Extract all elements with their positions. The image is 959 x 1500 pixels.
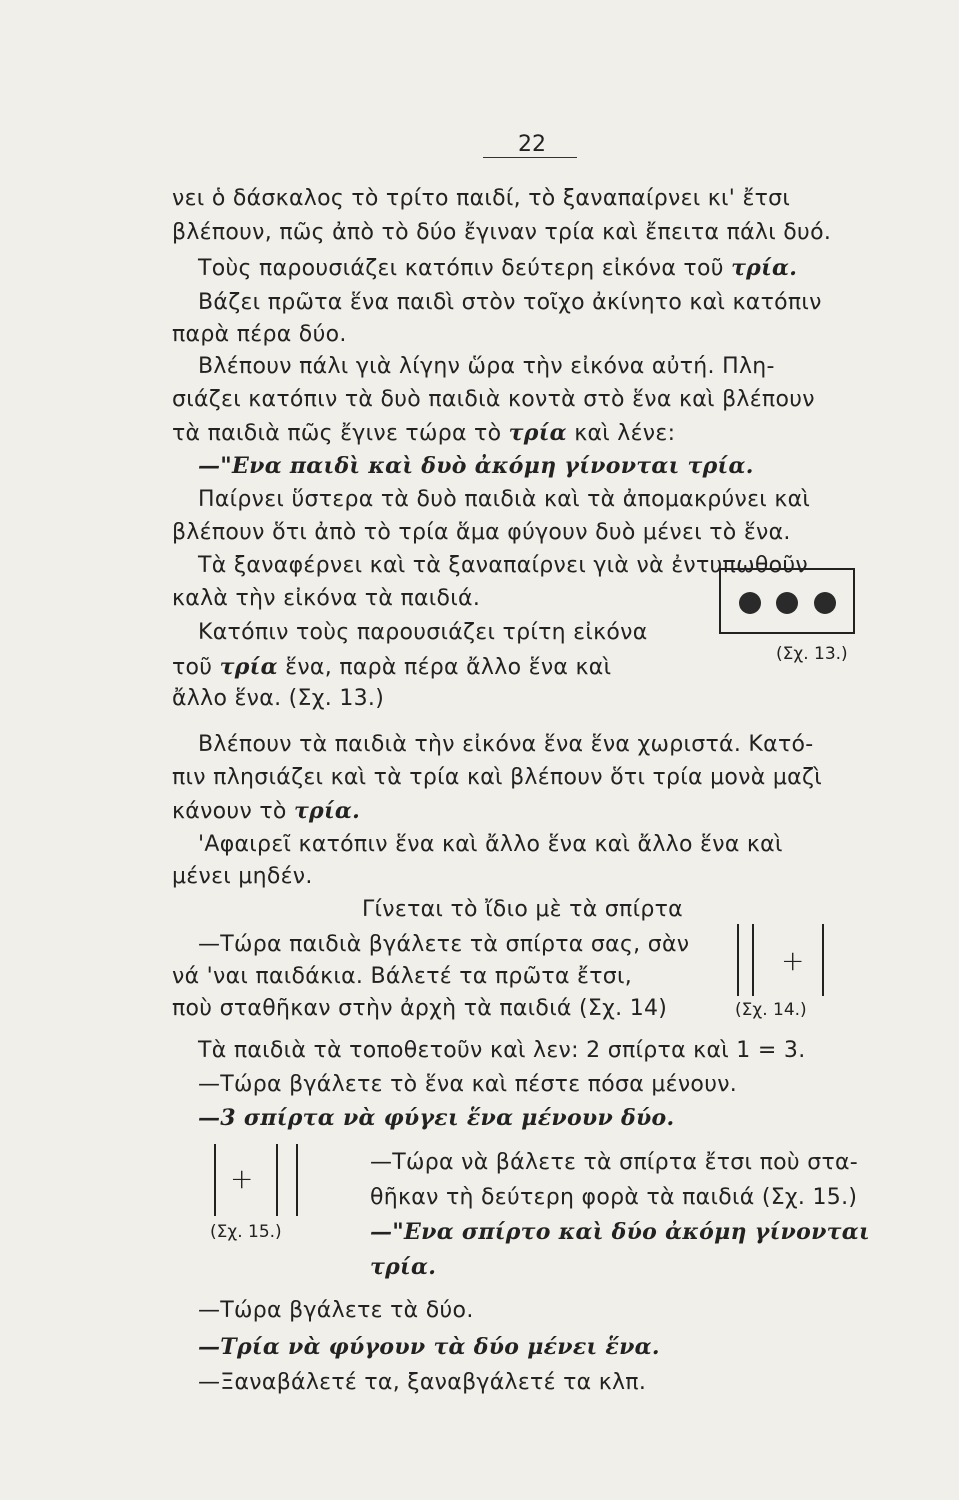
page-number-rule (483, 157, 577, 158)
dot-1 (739, 592, 761, 614)
text-line-emphasis: —Τρία νὰ φύγουν τὰ δύο μένει ἕνα. (198, 1334, 660, 1360)
figure-14-caption: (Σχ. 14.) (735, 1000, 807, 1020)
text-line: μένει μηδέν. (172, 864, 313, 889)
text-line (198, 255, 797, 282)
text-line: Τὰ ξαναφέρνει καὶ τὰ ξαναπαίρνει γιὰ νὰ ἐντυπωθοῦν (198, 553, 808, 578)
text-line: —Ξαναβάλετέ τα, ξαναβγάλετέ τα κλπ. (198, 1370, 647, 1395)
text-line: —Τώρα βγάλετε τὰ δύο. (198, 1298, 474, 1323)
text-line: —Τώρα παιδιὰ βγάλετε τὰ σπίρτα σας, σὰν (198, 932, 690, 957)
plus-sign: + (781, 944, 805, 977)
text-line: —Τώρα νὰ βάλετε τὰ σπίρτα ἔτσι ποὺ στα- (370, 1150, 859, 1175)
text-line: Τὰ παιδιὰ τὰ τοποθετοῦν καὶ λεν: 2 σπίρτα καὶ 1 = 3. (198, 1038, 806, 1063)
text-line-emphasis: —3 σπίρτα νὰ φύγει ἕνα μένουν δύο. (198, 1105, 675, 1131)
match-stick (276, 1144, 278, 1216)
text-run: ἕνα, παρὰ πέρα ἄλλο ἕνα καὶ (285, 655, 612, 680)
emphasis-run: τρία (219, 654, 278, 680)
match-stick (822, 924, 824, 996)
text-line: θῆκαν τὴ δεύτερη φορὰ τὰ παιδιά (Σχ. 15.) (370, 1185, 858, 1210)
figure-15-caption: (Σχ. 15.) (210, 1222, 282, 1242)
text-line: Βάζει πρῶτα ἕνα παιδὶ στὸν τοῖχο ἀκίνητο καὶ κατόπιν (198, 290, 822, 315)
text-line: Βλέπουν τὰ παιδιὰ τὴν εἰκόνα ἕνα ἕνα χωριστά. Κατό- (198, 732, 814, 757)
text-line: παρὰ πέρα δύο. (172, 322, 347, 347)
text-line: Κατόπιν τοὺς παρουσιάζει τρίτη εἰκόνα (198, 620, 648, 645)
match-stick (296, 1144, 298, 1216)
emphasis-run: τρία (508, 420, 567, 446)
text-line: ἄλλο ἕνα. (Σχ. 13.) (172, 686, 385, 711)
text-line: βλέπουν ὅτι ἀπὸ τὸ τρία ἅμα φύγουν δυὸ μένει τὸ ἕνα. (172, 520, 791, 545)
text-run: τὰ παιδιὰ πῶς ἔγινε τώρα τὸ (172, 421, 502, 446)
text-line-emphasis: —"Ενα σπίρτο καὶ δύο ἀκόμη γίνονται (370, 1219, 870, 1245)
page-number: 22 (518, 132, 546, 157)
text-line: καλὰ τὴν εἰκόνα τὰ παιδιά. (172, 586, 481, 611)
figure-13-caption: (Σχ. 13.) (776, 644, 848, 664)
text-line-emphasis: —"Ενα παιδὶ καὶ δυὸ ἀκόμη γίνονται τρία. (198, 453, 754, 479)
text-line: νει ὁ δάσκαλος τὸ τρίτο παιδί, τὸ ξαναπαίρνει κι' ἔτσι (172, 186, 791, 211)
match-stick (214, 1144, 216, 1216)
text-line: νά 'ναι παιδάκια. Βάλετέ τα πρῶτα ἔτσι, (172, 964, 633, 989)
dot-3 (814, 592, 836, 614)
emphasis-run: τρία. (293, 798, 361, 824)
text-run: τοῦ (172, 655, 213, 680)
text-run: Τοὺς παρουσιάζει κατόπιν δεύτερη εἰκόνα τοῦ (198, 256, 724, 281)
text-line: ποὺ σταθῆκαν στὴν ἀρχὴ τὰ παιδιά (Σχ. 14) (172, 996, 668, 1021)
text-line-emphasis: τρία. (370, 1254, 437, 1280)
text-line: —Τώρα βγάλετε τὸ ἕνα καὶ πέστε πόσα μένουν. (198, 1072, 738, 1097)
match-stick (752, 924, 754, 996)
text-line: πιν πλησιάζει καὶ τὰ τρία καὶ βλέπουν ὅτι τρία μονὰ μαζὶ (172, 765, 822, 790)
text-line: Γίνεται τὸ ἴδιο μὲ τὰ σπίρτα (362, 897, 683, 922)
text-line: Βλέπουν πάλι γιὰ λίγην ὥρα τὴν εἰκόνα αὐτή. Πλη- (198, 354, 775, 379)
text-line (172, 420, 675, 447)
text-line: 'Αφαιρεῖ κατόπιν ἕνα καὶ ἄλλο ἕνα καὶ ἄλλο ἕνα καὶ (198, 832, 783, 857)
plus-sign: + (230, 1162, 254, 1195)
figure-13-frame (719, 568, 855, 634)
text-line: σιάζει κατόπιν τὰ δυὸ παιδιὰ κοντὰ στὸ ἕνα καὶ βλέπουν (172, 387, 815, 412)
text-run: κάνουν τὸ (172, 799, 287, 824)
dot-2 (776, 592, 798, 614)
text-line (172, 654, 611, 681)
text-line (172, 798, 360, 825)
emphasis-run: τρία. (731, 255, 798, 281)
text-line: Παίρνει ὕστερα τὰ δυὸ παιδιὰ καὶ τὰ ἀπομακρύνει καὶ (198, 487, 811, 512)
text-line: βλέπουν, πῶς ἀπὸ τὸ δύο ἔγιναν τρία καὶ ἔπειτα πάλι δυό. (172, 220, 832, 245)
text-run: καὶ λένε: (574, 421, 676, 446)
match-stick (737, 924, 739, 996)
